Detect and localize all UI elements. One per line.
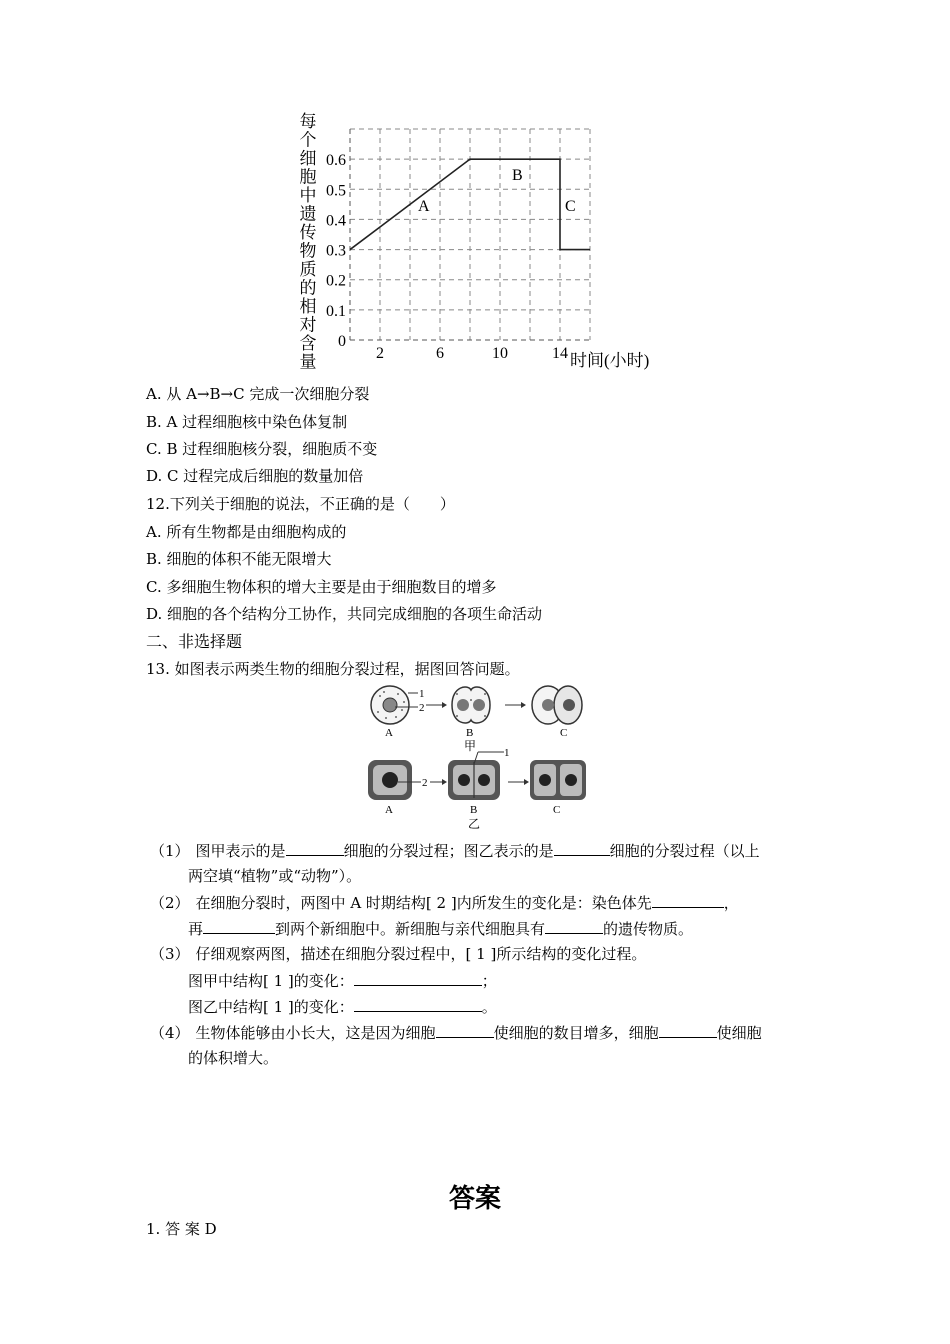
y-label-char: 的 [299,278,317,298]
q12-option-c: C. 多细胞生物体积的增大主要是由于细胞数目的增多 [146,578,497,596]
plant-cell-c [530,760,586,800]
y-label-char: 个 [299,130,317,150]
y-label-char: 相 [299,297,317,316]
blank-6[interactable] [354,970,482,986]
fig-jia-caption: 甲 [464,739,477,753]
y-label-char: 质 [299,260,317,279]
fig-yi-label-b: B [470,804,478,816]
genetic-material-chart [290,108,670,376]
y-tick-label: 0 [338,333,346,350]
animal-cell-b [452,687,490,723]
fig-jia-num2: 2 [419,702,425,714]
q13-part3-line2: 图甲中结构[ 1 ]的变化： ； [188,972,497,990]
q12-option-d: D. 细胞的各个结构分工协作，共同完成细胞的各项生命活动 [146,605,543,623]
animal-cell-a [371,686,409,724]
chart-annotation-b: B [512,167,523,184]
y-label-char: 细 [299,149,317,168]
y-label-char: 中 [299,186,317,205]
blank-5[interactable] [545,918,603,934]
q13-part4-line2: 的体积增大。 [188,1049,279,1067]
y-tick-label: 0.5 [326,182,346,200]
y-label-char: 每 [299,112,317,131]
q13-part1-line1: （1） 图甲表示的是 细胞的分裂过程；图乙表示的是 细胞的分裂过程（以上 [150,842,760,860]
chart-annotation-a: A [418,198,430,215]
q13-stem: 13. 如图表示两类生物的细胞分裂过程，据图回答问题。 [146,660,520,678]
answer-1: 1. 答 案 D [146,1220,217,1238]
fig-jia-label-c: C [560,727,568,739]
y-label-char: 物 [299,241,317,261]
q13-part2-line2: 再 到两个新细胞中。新细胞与亲代细胞具有 的遗传物质。 [188,920,694,938]
blank-3[interactable] [652,892,724,908]
y-label-char: 对 [299,315,317,335]
x-tick-label: 2 [376,345,384,362]
q12-stem: 12.下列关于细胞的说法，不正确的是（ ） [146,495,455,513]
q11-option-b: B. A 过程细胞核中染色体复制 [146,413,348,431]
y-label-char: 传 [299,223,317,242]
plant-cell-b [448,760,500,800]
y-tick-label: 0.4 [326,212,346,230]
fig-jia-label-a: A [385,727,393,739]
fig-yi-caption: 乙 [468,817,481,831]
q11-option-c: C. B 过程细胞核分裂，细胞质不变 [146,440,378,458]
fig-yi-num1: 1 [504,747,510,759]
x-tick-label: 14 [552,345,568,362]
blank-1[interactable] [286,840,344,856]
chart-grid [350,129,590,340]
q12-option-a: A. 所有生物都是由细胞构成的 [146,523,347,541]
blank-4[interactable] [203,918,275,934]
q11-option-d: D. C 过程完成后细胞的数量加倍 [146,467,364,485]
blank-9[interactable] [659,1022,717,1038]
q13-part3-line3: 图乙中结构[ 1 ]的变化： 。 [188,998,497,1016]
answers-title: 答案 [448,1184,501,1214]
fig-jia-num1: 1 [419,688,425,700]
chart-annotation-c: C [565,198,576,215]
fig-yi-label-a: A [385,804,393,816]
q13-part3-line1: （3） 仔细观察两图，描述在细胞分裂过程中，[ 1 ]所示结构的变化过程。 [150,945,647,963]
y-label-char: 量 [299,352,317,372]
chart-ticks [326,152,568,362]
y-label-char: 胞 [299,167,317,187]
y-label-char: 含 [299,334,317,353]
section-heading: 二、非选择题 [146,632,243,651]
x-tick-label: 6 [436,345,444,362]
blank-7[interactable] [354,996,482,1012]
q13-part4-line1: （4） 生物体能够由小长大，这是因为细胞 使细胞的数目增多，细胞 使细胞 [150,1024,762,1042]
q11-option-a: A. 从 A→B→C 完成一次细胞分裂 [146,385,370,403]
blank-2[interactable] [554,840,610,856]
animal-cell-c [532,686,582,724]
q12-option-b: B. 细胞的体积不能无限增大 [146,550,332,568]
fig-yi-num2: 2 [422,777,428,789]
blank-8[interactable] [436,1022,494,1038]
y-tick-label: 0.2 [326,272,346,290]
y-tick-label: 0.6 [326,152,346,170]
chart-x-axis-label: 时间(小时) [570,351,650,370]
q13-part1-line2: 两空填“植物”或“动物”）。 [188,867,362,885]
chart-y-axis-label [300,112,317,372]
x-tick-label: 10 [492,345,508,362]
plant-cell-a [368,760,412,800]
y-tick-label: 0.1 [326,302,346,320]
fig-jia-label-b: B [466,727,474,739]
q13-part2-line1: （2） 在细胞分裂时，两图中 A 时期结构[ 2 ]内所发生的变化是：染色体先 ， [150,894,739,912]
y-tick-label: 0.3 [326,242,346,260]
y-label-char: 遗 [299,204,317,224]
fig-yi-label-c: C [553,804,561,816]
cell-division-figure [360,680,600,832]
